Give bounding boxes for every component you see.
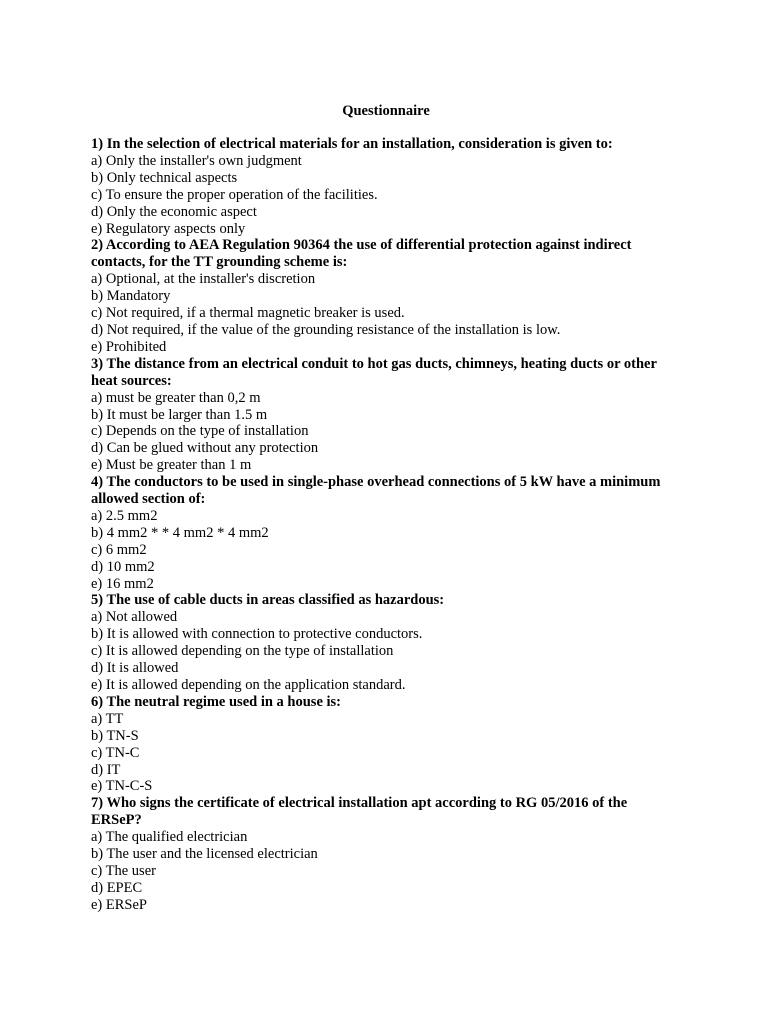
answer-option: e) Prohibited [91,338,167,355]
answer-option: d) IT [91,761,121,778]
question-list [91,136,681,914]
answer-option: c) The user [91,862,156,879]
document-page [91,102,681,914]
question-block [91,237,681,355]
question-block [91,592,681,693]
answer-option: a) 2.5 mm2 [91,507,158,524]
question-block [91,356,681,474]
answer-option: d) Not required, if the value of the grounding resistance of the installation is low. [91,321,561,338]
answer-option: c) 6 mm2 [91,541,147,558]
answer-option: b) 4 mm2 * * 4 mm2 * 4 mm2 [91,524,269,541]
question-block [91,474,681,592]
answer-option: a) Not allowed [91,609,178,626]
answer-option: e) Regulatory aspects only [91,220,246,237]
question-block [91,795,681,913]
answer-option: a) Optional, at the installer's discretion [91,271,316,288]
answer-option: d) EPEC [91,879,143,896]
answer-option: b) It is allowed with connection to protective conductors. [91,626,423,643]
question-text: 7) Who signs the certificate of electrical installation apt according to RG 05/2016 of the ERSeP? [91,795,628,829]
answer-option: a) must be greater than 0,2 m [91,389,261,406]
answer-option: b) TN-S [91,727,139,744]
answer-option: c) To ensure the proper operation of the facilities. [91,186,378,203]
answer-option: e) It is allowed depending on the application standard. [91,677,406,693]
answer-option: b) It must be larger than 1.5 m [91,406,268,423]
answer-option: e) ERSeP [91,896,147,913]
answer-option: c) TN-C [91,744,140,761]
answer-option: b) Mandatory [91,288,171,305]
answer-option: b) Only technical aspects [91,169,238,186]
page-title: Questionnaire [342,103,430,119]
question-text: 1) In the selection of electrical materials for an installation, consideration is given to: [91,136,613,152]
answer-option: e) Must be greater than 1 m [91,457,252,474]
question-text: 6) The neutral regime used in a house is: [91,693,342,710]
question-text: 3) The distance from an electrical conduit to hot gas ducts, chimneys, heating ducts or other heat sources: [91,355,657,389]
answer-option: d) 10 mm2 [91,558,155,575]
question-text: 5) The use of cable ducts in areas classified as hazardous: [91,592,445,609]
question-block [91,136,681,237]
question-text: 4) The conductors to be used in single-phase overhead connections of 5 kW have a minimum allowed section of: [91,474,661,508]
answer-option: a) Only the installer's own judgment [91,152,302,169]
answer-option: c) Depends on the type of installation [91,423,309,440]
answer-option: b) The user and the licensed electrician [91,846,318,863]
answer-option: c) Not required, if a thermal magnetic breaker is used. [91,305,405,322]
question-text: 2) According to AEA Regulation 90364 the use of differential protection against indirect contacts, for the TT grounding scheme is: [91,237,632,271]
answer-option: e) TN-C-S [91,778,153,795]
answer-option: e) 16 mm2 [91,575,154,592]
answer-option: d) It is allowed [91,660,179,677]
answer-option: a) TT [91,710,124,727]
answer-option: d) Only the economic aspect [91,203,257,220]
answer-option: a) The qualified electrician [91,829,248,846]
answer-option: d) Can be glued without any protection [91,440,319,457]
question-block [91,694,681,795]
answer-option: c) It is allowed depending on the type of installation [91,643,394,660]
